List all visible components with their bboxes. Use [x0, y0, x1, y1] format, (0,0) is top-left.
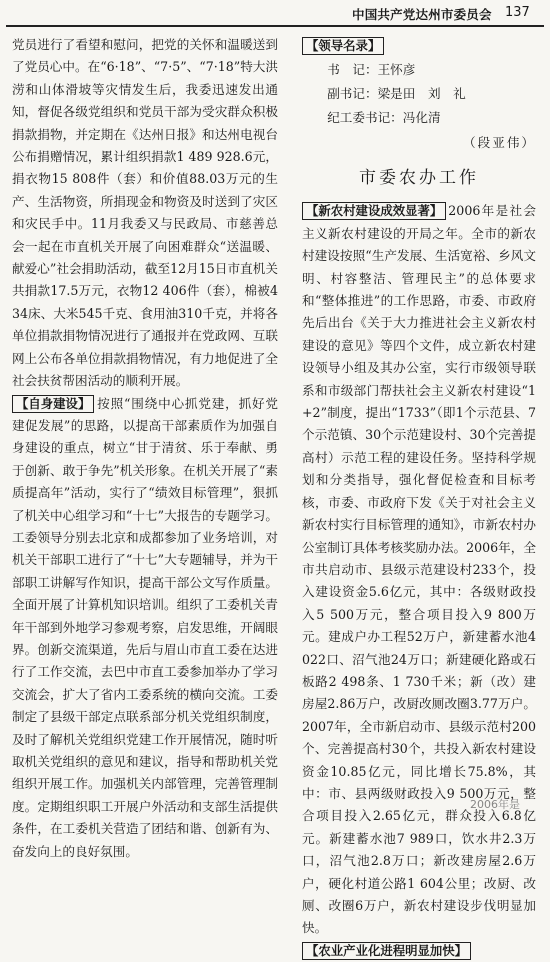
header-rule [6, 25, 544, 27]
leader-row [302, 58, 536, 82]
leader-names: 王怀彦 [377, 62, 416, 77]
header-title: 中国共产党达州市委员会 [352, 7, 492, 22]
leader-directory [302, 34, 536, 130]
paragraph-self-build [12, 393, 278, 864]
leader-names: 梁是田 刘 礼 [377, 86, 466, 101]
paragraph-agriculture [302, 940, 536, 962]
section-label-agriculture: 【农业产业化进程明显加快】 [302, 942, 471, 960]
leader-role: 副书记： [327, 86, 378, 101]
author-signature: （段亚伟） [463, 135, 536, 150]
leader-row [302, 106, 536, 130]
page-header [0, 0, 550, 26]
watermark-text: 2006年是 [470, 798, 520, 811]
leader-role: 书 记： [327, 62, 378, 77]
section-label-leaders: 【领导名录】 [302, 37, 384, 55]
right-column [302, 34, 536, 962]
leader-role: 纪工委书记： [327, 110, 403, 125]
section-label-new-countryside: 【新农村建设成效显著】 [302, 202, 446, 220]
leader-names: 冯化清 [402, 110, 441, 125]
section-title: 市委农办工作 [359, 168, 479, 189]
paragraph-donation: 党员进行了看望和慰问，把党的关怀和温暖送到了党员心中。在“6·18”、“7·5”、“7·18”特大洪涝和山体滑坡等灾情发生后，我委迅速发出通知，督促各级党组织和党员干部为受灾群众积极捐款捐物，并定期在《达州日报》和达州电视台公布捐赠情况，累计组织捐款1 489 928.6元，捐衣物15 808件（套）和价值88.03万元的生产、生活物资，所捐现金和物资及时送到了灾区和灾民手中。11月我委又与民政局、市慈善总会一起在市直机关开展了向困难群众“送温暖、献爱心”社会捐助活动，截至12月15日市直机关共捐款17.5万元，衣物12 406件（套），棉被434床、大米545千克、食用油310千克，并将各单位捐款捐物情况进行了通报并在党政网、互联网上公布各单位捐款捐物情况，有力地促进了全社会扶贫帮困活动的顺利开展。 [12, 37, 278, 389]
section-label-self-build: 【自身建设】 [12, 395, 94, 413]
paragraph-new-countryside [302, 200, 536, 939]
page-number: 137 [505, 5, 530, 20]
paragraph-new-countryside-text: 2006年是社会主义新农村建设的开局之年。全市的新农村建设按照“生产发展、生活宽裕、乡风文明、村容整洁、管理民主”的总体要求和“整体推进”的工作思路，市委、市政府先后出台《关于大力推进社会主义新农村建设的意见》等四个文件，成立新农村建设领导小组及其办公室，实行市级领导联系和市级部门帮扶社会主义新农村建设“1+2”制度，提出“1733”（即1个示范县、7个示范镇、30个示范建设村、30个完善提高村）示范工程的建设任务。坚持科学规划和分类指导，强化督促检查和目标考核，市委、市政府下发《关于对社会主义新农村实行目标管理的通知》，市新农村办公室制订具体考核奖励办法。2006年，全市共启动市、县级示范建设村233个，投入建设资金5.6亿元，其中：各级财政投入5 500万元，整合项目投入9 800万元。建成户办工程52万户，新建蓄水池4 022口、沼气池24万口；新建硬化路或石板路2 498条、1 730千米；新（改）建房屋2.86万户，改厨改厕改圈3.77万户。2007年，全市新启动市、县级示范村200个、完善提高村30个，共投入新农村建设资金10.85亿元，同比增长75.8%，其中：市、县两级财政投入9 500万元，整合项目投入2.65亿元，群众投入6.8亿元。新建蓄水池7 989口，饮水井2.3万口，沼气池2.8万口；新改建房屋2.6万户，硬化村道公路1 604公里；改厨、改厕、改圈6万户，新农村建设步伐明显加快。 [302, 203, 536, 936]
paragraph-self-build-text: 按照“围绕中心抓党建，抓好党建促发展”的思路，以提高干部素质作为加强自身建设的重点，树立“甘于清贫、乐于奉献、勇于创新、敢于争先”机关形象。在机关开展了“素质提高年”活动，实行了“绩效目标管理”，狠抓了机关中心组学习和“十七”大报告的专题学习。工委领导分别去北京和成都参加了业务培训，对机关干部职工进行了“十七”大专题辅导，并为干部职工讲解写作知识，提高干部公文写作质量。全面开展了计算机知识培训。组织了工委机关青年干部到外地学习参观考察，启发思维，开阔眼界。创新交流渠道，先后与眉山市直工委在达进行了工作交流，去巴中市直工委参加举办了学习交流会，扩大了省内工委系统的横向交流。工委制定了县级干部定点联系部分机关党组织制度，及时了解机关党组织党建工作开展情况，随时听取机关党组织的意见和建议，指导和帮助机关党组织开展工作。加强机关内部管理，完善管理制度。定期组织职工开展户外活动和支部生活提供条件，在工委机关营造了团结和谐、创新有为、奋发向上的良好氛围。 [12, 395, 278, 859]
left-column [12, 34, 278, 863]
leader-row [302, 82, 536, 106]
